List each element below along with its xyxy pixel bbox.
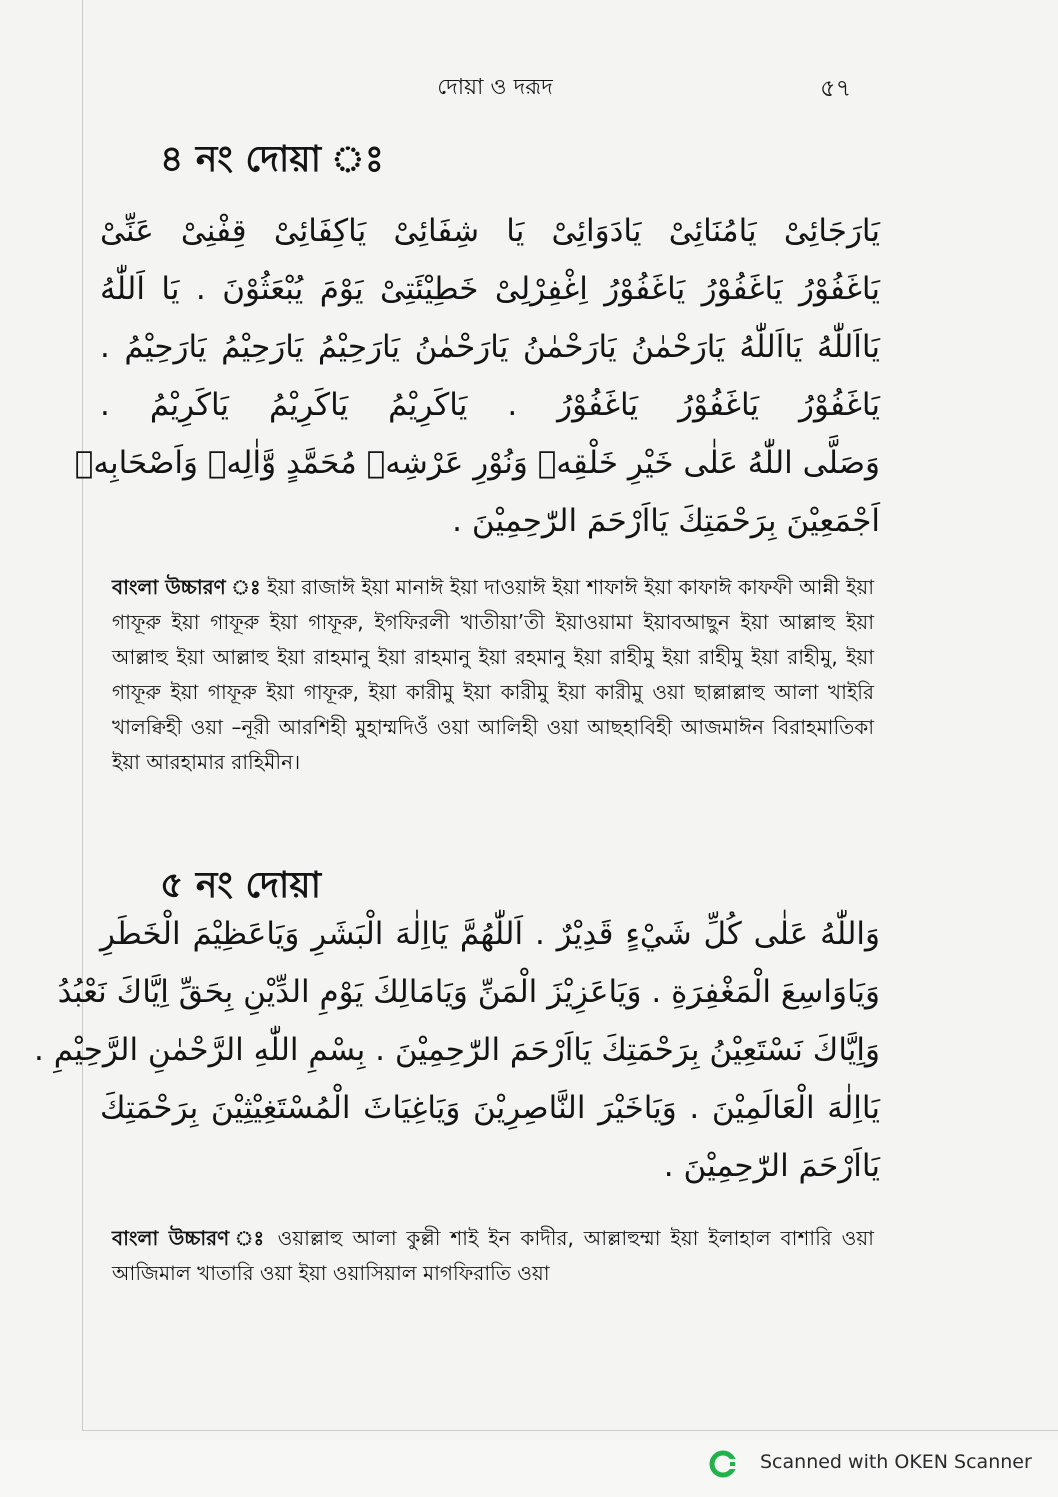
arabic-line: وَاللّٰهُ عَلٰى كُلِّ شَيْءٍ قَدِيْرٌ . اَللّٰهُمَّ يَااِلٰهَ الْبَشَرِ وَيَاعَظِيْمَ الْخَطَرِ [100,916,880,952]
arabic-line: يَارَجَائِىْ يَامُنَائِىْ يَادَوَائِىْ يَا شِفَائِىْ يَاكِفَائِىْ قِفْنِىْ عَنِّىْ [100,213,880,249]
dua-5-arabic [34,905,880,1195]
page-edge-line [82,0,83,1430]
pronunciation-text: ইয়া রাজাঈ ইয়া মানাঈ ইয়া দাওয়াঈ ইয়া শাফাঈ ইয়া কাফাঈ কাফফী আন্নী ইয়া গাফূরু ইয়া গাফূরু ইয়া গাফূরু, ইগফিরলী খাতীয়া’তী ইয়াওয়ামা ইয়াবআছুন ইয়া আল্লাহু ইয়া আল্লাহু ইয়া আল্লাহু ইয়া রাহমানু ইয়া রাহমানু ইয়া রহমানু ইয়া রাহীমু ইয়া রাহীমু ইয়া রাহীমু, ইয়া গাফূরু ইয়া গাফূরু ইয়া গাফূরু, ইয়া কারীমু ইয়া কারীমু ইয়া কারীমু ওয়া ছাল্লাল্লাহু আলা খাইরি খালক্বিহী ওয়া –নূরী আরশিহী মুহাম্মদিওঁ ওয়া আলিহী ওয়া আছহাবিহী আজমাঈন বিরাহমাতিকা ইয়া আরহামার রাহিমীন। [112,575,875,774]
arabic-line: اَجْمَعِيْنَ بِرَحْمَتِكَ يَااَرْحَمَ الرّٰحِمِيْنَ . [452,503,880,539]
arabic-line: يَاغَفُوْرُ يَاغَفُوْرُ يَاغَفُوْرُ اِغْفِرْلِىْ خَطِيْئَتِىْ يَوْمَ يُبْعَثُوْنَ . يَا اَللّٰهُ [100,271,880,307]
pronunciation-label: বাংলা উচ্চারণ ঃ [112,1226,268,1250]
pronunciation-text: ওয়াল্লাহু আলা কুল্লী শাই ইন কাদীর, আল্লাহুম্মা ইয়া ইলাহাল বাশারি ওয়া আজিমাল খাতারি ওয়া ইয়া ওয়াসিয়াল মাগফিরাতি ওয়া [112,1226,874,1285]
pronunciation-label: বাংলা উচ্চারণ ঃ [112,575,261,599]
arabic-line: وَصَلَّى اللّٰهُ عَلٰى خَيْرِ خَلْقِهٖ وَنُوْرِ عَرْشِهٖ مُحَمَّدٍ وَّاٰلِهٖ وَاَصْحَابِهٖ [74,445,880,481]
running-header: দোয়া ও দরূদ [437,75,553,100]
arabic-line: يَااِلٰهَ الْعَالَمِيْنَ . وَيَاخَيْرَ النَّاصِرِيْنَ وَيَاغِيَاثَ الْمُسْتَغِيْثِيْنَ بِرَحْمَتِكَ [100,1090,880,1126]
scanner-watermark: Scanned with OKEN Scanner [760,1451,1032,1473]
dua-5-pronunciation [112,1221,874,1291]
page-number: ৫৭ [820,74,852,102]
dua-4-pronunciation [112,570,874,780]
arabic-line: يَااَرْحَمَ الرّٰحِمِيْنَ . [663,1148,880,1184]
arabic-line: وَيَاوَاسِعَ الْمَغْفِرَةِ . وَيَاعَزِيْزَ الْمَنِّ وَيَامَالِكَ يَوْمِ الدِّيْنِ بِحَقِّ اِيَّاكَ نَعْبُدُ [57,974,880,1010]
dua-4-heading: ৪ নং দোয়া ঃ [160,139,384,180]
page-bottom-line [82,1430,1058,1431]
dua-5-heading: ৫ নং দোয়া [160,865,322,906]
dua-4-arabic [74,202,880,550]
arabic-line: يَااَللّٰهُ يَااَللّٰهُ يَارَحْمٰنُ يَارَحْمٰنُ يَارَحْمٰنُ يَارَحِيْمُ يَارَحِيْمُ يَارَحِيْمُ . [100,329,880,365]
oken-scanner-logo-icon [709,1450,737,1478]
arabic-line: وَاِيَّاكَ نَسْتَعِيْنُ بِرَحْمَتِكَ يَااَرْحَمَ الرّٰحِمِيْنَ . بِسْمِ اللّٰهِ الرَّحْمٰنِ الرَّحِيْمِ . [34,1032,880,1068]
arabic-line: يَاغَفُوْرُ يَاغَفُوْرُ يَاغَفُوْرُ . يَاكَرِيْمُ يَاكَرِيْمُ يَاكَرِيْمُ . [100,387,880,423]
